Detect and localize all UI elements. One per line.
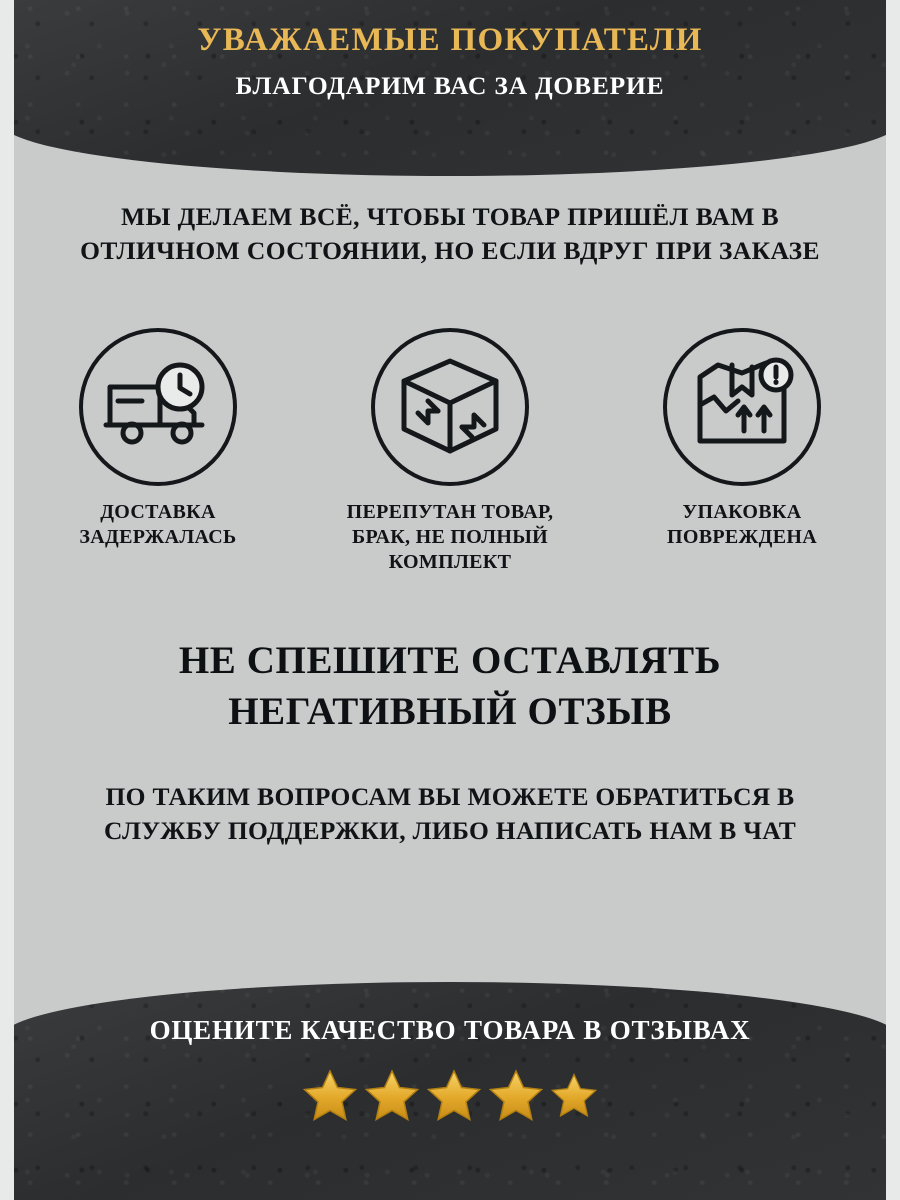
- header-subtitle: БЛАГОДАРИМ ВАС ЗА ДОВЕРИЕ: [235, 70, 665, 100]
- issue-caption: ПЕРЕПУТАН ТОВАР, БРАК, НЕ ПОЛНЫЙ КОМПЛЕКТ: [346, 501, 554, 573]
- issue-item-delivery-delayed: [22, 328, 294, 550]
- rating-stars[interactable]: [302, 1068, 598, 1122]
- damaged-package-warning-icon: [663, 328, 821, 486]
- header-title: УВАЖАЕМЫЕ ПОКУПАТЕЛИ: [197, 22, 703, 58]
- intro-text: МЫ ДЕЛАЕМ ВСЁ, ЧТОБЫ ТОВАР ПРИШЁЛ ВАМ В ОТЛИЧНОМ СОСТОЯНИИ, НО ЕСЛИ ВДРУГ ПРИ ЗАКАЗЕ: [80, 202, 820, 266]
- main-headline: НЕ СПЕШИТЕ ОСТАВЛЯТЬ НЕГАТИВНЫЙ ОТЗЫВ: [178, 639, 722, 733]
- support-text: ПО ТАКИМ ВОПРОСАМ ВЫ МОЖЕТЕ ОБРАТИТЬСЯ В СЛУЖБУ ПОДДЕРЖКИ, ЛИБО НАПИСАТЬ НАМ В ЧАТ: [103, 782, 797, 846]
- issue-item-damaged-package: [606, 328, 878, 550]
- issues-row: [22, 328, 878, 575]
- box-exchange-arrows-icon: [371, 328, 529, 486]
- star-icon[interactable]: [302, 1068, 358, 1122]
- issue-caption: ДОСТАВКА ЗАДЕРЖАЛАСЬ: [79, 501, 237, 548]
- star-icon[interactable]: [426, 1068, 482, 1122]
- delivery-truck-clock-icon: [79, 328, 237, 486]
- star-icon[interactable]: [364, 1068, 420, 1122]
- star-icon[interactable]: [550, 1072, 598, 1118]
- issue-item-wrong-item: [314, 328, 586, 575]
- issue-caption: УПАКОВКА ПОВРЕЖДЕНА: [667, 501, 817, 548]
- header: [0, 0, 900, 101]
- footer: [0, 982, 900, 1200]
- footer-text: ОЦЕНИТЕ КАЧЕСТВО ТОВАРА В ОТЗЫВАХ: [149, 1015, 751, 1045]
- star-icon[interactable]: [488, 1068, 544, 1122]
